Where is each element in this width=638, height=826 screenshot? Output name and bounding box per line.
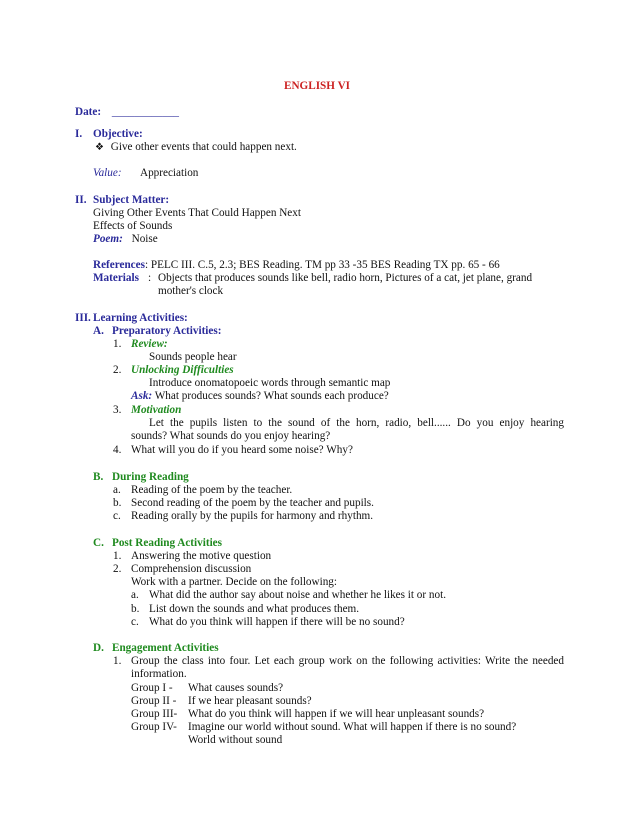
post-sub-num-c: c. [131,616,139,628]
engagement-heading: Engagement Activities [112,642,219,654]
value-text: Appreciation [140,167,199,179]
learning-heading: Learning Activities: [93,312,188,324]
post-num-1: 1. [113,550,122,562]
review-title: Review: [131,338,168,350]
page-title: ENGLISH VI [284,80,351,92]
objective-heading: Objective: [93,128,143,140]
during-num-a: a. [113,484,121,496]
during-heading: During Reading [112,471,189,483]
during-num-b: b. [113,497,122,509]
during-text-b: Second reading of the poem by the teacher and pupils. [131,497,374,509]
subject-matter-heading: Subject Matter: [93,194,170,206]
materials-colon: : [148,272,152,284]
subject-line-1: Giving Other Events That Could Happen Next [93,207,301,219]
diamond-bullet-icon: ❖ [95,142,104,153]
section-numeral-3: III. [75,312,91,324]
subject-line-2: Effects of Sounds [93,220,173,232]
post-sub-num-b: b. [131,603,140,615]
section-numeral-1: I. [75,128,83,140]
poem-text: Noise [131,233,158,245]
preparatory-heading: Preparatory Activities: [112,325,222,337]
section-numeral-2: II. [75,194,87,206]
post-sub-text-b: List down the sounds and what produces them. [149,603,360,615]
group-2-text: If we hear pleasant sounds? [188,695,312,707]
partner-text: Work with a partner. Decide on the following: [131,576,338,588]
prep-num-3: 3. [113,404,122,416]
prep-num-4: 4. [113,444,122,456]
prep-num-1: 1. [113,338,122,350]
unlocking-text: Introduce onomatopoeic words through semantic map [149,377,391,389]
references-label: References [93,259,145,271]
group-2-label: Group II - [131,695,177,707]
value-label: Value: [93,167,122,179]
motivation-line-2: sounds? What sounds do you enjoy hearing? [131,430,331,442]
post-sub-text-c: What do you think will happen if there will be no sound? [149,616,405,628]
ask-line [131,390,389,403]
group-3-text: What do you think will happen if we will hear unpleasant sounds? [188,708,485,720]
references-text: : PELC III. C.5, 2.3; BES Reading. TM pp 33 -35 BES Reading TX pp. 65 - 66 [144,259,500,271]
engagement-line-2: information. [131,668,187,680]
post-text-1: Answering the motive question [131,550,272,562]
subsection-letter-c: C. [93,537,104,549]
prep-num-2: 2. [113,364,122,376]
ask-text: What produces sounds? What sounds each produce? [152,390,389,402]
motivation-line-1: Let the pupils listen to the sound of the horn, radio, bell...... Do you enjoy hearing [149,417,564,429]
poem-label: Poem: [93,233,123,245]
references-line [93,259,500,272]
post-sub-num-a: a. [131,589,139,601]
during-text-a: Reading of the poem by the teacher. [131,484,293,496]
post-text-2: Comprehension discussion [131,563,252,575]
materials-label: Materials [93,272,139,284]
world-without-sound: World without sound [188,734,283,746]
post-sub-text-a: What did the author say about noise and whether he likes it or not. [149,589,447,601]
prep-item-4-text: What will you do if you heard some noise? Why? [131,444,353,456]
engagement-num-1: 1. [113,655,122,667]
subsection-letter-a: A. [93,325,104,337]
post-heading: Post Reading Activities [112,537,223,549]
unlocking-title: Unlocking Difficulties [131,364,234,376]
post-num-2: 2. [113,563,122,575]
motivation-title: Motivation [131,404,182,416]
group-3-label: Group III- [131,708,178,720]
objective-bullet-text: Give other events that could happen next. [110,141,297,153]
group-4-text: Imagine our world without sound. What will happen if there is no sound? [188,721,517,733]
date-label: Date: [75,106,102,118]
ask-label: Ask: [131,390,153,402]
materials-text-1: Objects that produces sounds like bell, radio horn, Pictures of a cat, jet plane, grand [158,272,533,284]
group-1-label: Group I - [131,682,173,694]
review-text: Sounds people hear [149,351,237,363]
poem-line [93,233,158,246]
subsection-letter-b: B. [93,471,104,483]
objective-bullet [95,141,297,154]
group-1-text: What causes sounds? [188,682,284,694]
engagement-line-1: Group the class into four. Let each group work on the following activities: Write the needed [131,655,564,667]
during-num-c: c. [113,510,121,522]
materials-text-2: mother's clock [158,285,224,297]
group-4-label: Group IV- [131,721,177,733]
date-blank: ____________ [111,106,180,118]
during-text-c: Reading orally by the pupils for harmony and rhythm. [131,510,374,522]
date-line [75,106,179,119]
subsection-letter-d: D. [93,642,104,654]
